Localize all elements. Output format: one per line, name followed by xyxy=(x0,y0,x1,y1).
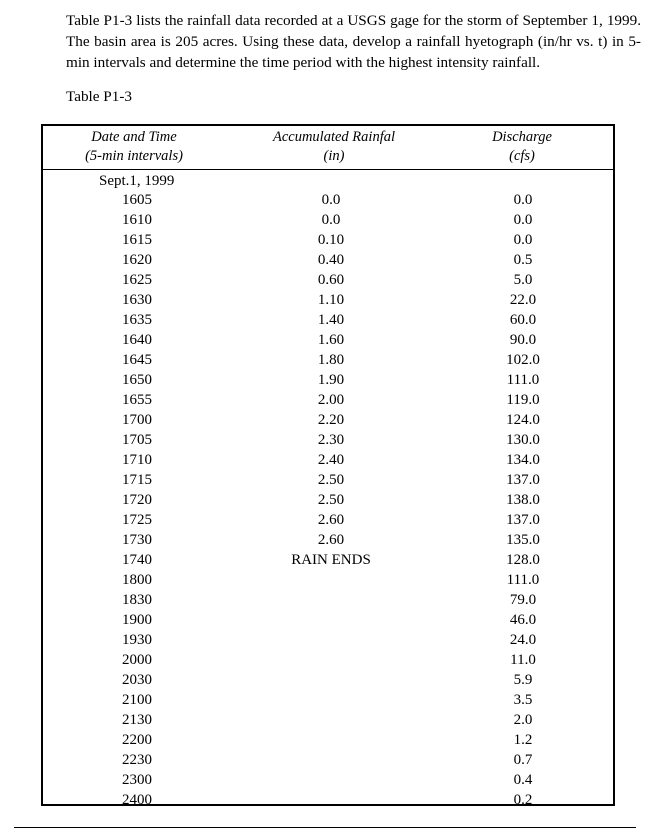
time-cell: 1610 xyxy=(122,212,152,228)
rainfall-cell: 1.90 xyxy=(317,372,345,388)
table-row xyxy=(43,650,613,670)
discharge-cell: 111.0 xyxy=(506,372,540,388)
discharge-cell: 0.5 xyxy=(513,252,533,268)
table-row xyxy=(43,710,613,730)
time-cell: 1605 xyxy=(122,192,152,208)
discharge-cell: 60.0 xyxy=(509,312,537,328)
time-cell: 1740 xyxy=(122,552,152,568)
time-cell: 2400 xyxy=(122,792,152,808)
header-rain-line1: Accumulated Rainfal xyxy=(272,129,395,145)
table-row xyxy=(43,190,613,210)
header-accumulated-rainfall xyxy=(246,128,422,166)
discharge-cell: 124.0 xyxy=(506,412,540,428)
rainfall-cell: 2.40 xyxy=(317,452,345,468)
table-row xyxy=(43,430,613,450)
table-row xyxy=(43,590,613,610)
table-header xyxy=(43,126,613,169)
rainfall-cell: 2.60 xyxy=(317,532,345,548)
discharge-cell: 0.7 xyxy=(513,752,533,768)
time-cell: 1930 xyxy=(122,632,152,648)
header-discharge xyxy=(480,128,564,166)
table-row xyxy=(43,570,613,590)
table-body xyxy=(43,190,613,810)
rainfall-cell: 0.0 xyxy=(321,192,341,208)
table-row xyxy=(43,390,613,410)
discharge-cell: 111.0 xyxy=(506,572,540,588)
rainfall-cell: 2.50 xyxy=(317,472,345,488)
table-row xyxy=(43,350,613,370)
time-cell: 1620 xyxy=(122,252,152,268)
discharge-cell: 2.0 xyxy=(513,712,533,728)
time-cell: 1630 xyxy=(122,292,152,308)
discharge-cell: 0.0 xyxy=(513,232,533,248)
table-row xyxy=(43,290,613,310)
table-caption: Table P1-3 xyxy=(66,88,132,105)
table-row xyxy=(43,330,613,350)
discharge-cell: 134.0 xyxy=(506,452,540,468)
discharge-cell: 130.0 xyxy=(506,432,540,448)
date-label: Sept.1, 1999 xyxy=(99,173,175,189)
table-row xyxy=(43,510,613,530)
time-cell: 1700 xyxy=(122,412,152,428)
time-cell: 1725 xyxy=(122,512,152,528)
header-rain-line2: (in) xyxy=(323,148,345,164)
discharge-cell: 24.0 xyxy=(509,632,537,648)
table-row xyxy=(43,730,613,750)
discharge-cell: 137.0 xyxy=(506,512,540,528)
table-row xyxy=(43,210,613,230)
rainfall-cell: 2.20 xyxy=(317,412,345,428)
discharge-cell: 46.0 xyxy=(509,612,537,628)
table-row xyxy=(43,670,613,690)
header-date-line2: (5-min intervals) xyxy=(85,148,183,164)
time-cell: 1615 xyxy=(122,232,152,248)
table-row xyxy=(43,230,613,250)
discharge-cell: 128.0 xyxy=(506,552,540,568)
rainfall-cell: 1.10 xyxy=(317,292,345,308)
discharge-cell: 22.0 xyxy=(509,292,537,308)
rainfall-cell: 1.40 xyxy=(317,312,345,328)
table-row xyxy=(43,690,613,710)
time-cell: 2230 xyxy=(122,752,152,768)
table-row xyxy=(43,370,613,390)
time-cell: 1800 xyxy=(122,572,152,588)
table-row xyxy=(43,610,613,630)
discharge-cell: 79.0 xyxy=(509,592,537,608)
discharge-cell: 0.0 xyxy=(513,212,533,228)
discharge-cell: 135.0 xyxy=(506,532,540,548)
discharge-cell: 0.0 xyxy=(513,192,533,208)
table-row xyxy=(43,750,613,770)
footer-divider xyxy=(14,827,636,828)
rainfall-cell: 2.00 xyxy=(317,392,345,408)
rainfall-cell: 2.30 xyxy=(317,432,345,448)
time-cell: 1830 xyxy=(122,592,152,608)
table-row xyxy=(43,270,613,290)
time-cell: 1900 xyxy=(122,612,152,628)
table-row xyxy=(43,490,613,510)
discharge-cell: 0.2 xyxy=(513,792,533,808)
rainfall-cell: 1.60 xyxy=(317,332,345,348)
discharge-cell: 5.0 xyxy=(513,272,533,288)
rainfall-cell: 0.0 xyxy=(321,212,341,228)
rainfall-cell: RAIN ENDS xyxy=(291,552,371,568)
header-date-time xyxy=(66,128,202,166)
time-cell: 1705 xyxy=(122,432,152,448)
time-cell: 1720 xyxy=(122,492,152,508)
table-row xyxy=(43,250,613,270)
time-cell: 2100 xyxy=(122,692,152,708)
table-row xyxy=(43,470,613,490)
discharge-cell: 138.0 xyxy=(506,492,540,508)
rainfall-cell: 2.50 xyxy=(317,492,345,508)
time-cell: 1635 xyxy=(122,312,152,328)
header-discharge-line1: Discharge xyxy=(492,129,552,145)
discharge-cell: 137.0 xyxy=(506,472,540,488)
rainfall-cell: 0.40 xyxy=(317,252,345,268)
time-cell: 1655 xyxy=(122,392,152,408)
time-cell: 1650 xyxy=(122,372,152,388)
problem-statement: Table P1-3 lists the rainfall data recorded at a USGS gage for the storm of September 1, 1999. The basin area is 205 acres. Using these data, develop a rainfall hyetograph (in/hr vs. t) in 5-min intervals and determine the time period with the highest intensity rainfall. xyxy=(66,12,641,71)
table-row xyxy=(43,530,613,550)
table-row xyxy=(43,550,613,570)
table-row xyxy=(43,310,613,330)
table-row xyxy=(43,770,613,790)
discharge-cell: 102.0 xyxy=(506,352,540,368)
rainfall-cell: 0.10 xyxy=(317,232,345,248)
discharge-cell: 1.2 xyxy=(513,732,533,748)
time-cell: 1625 xyxy=(122,272,152,288)
discharge-cell: 119.0 xyxy=(506,392,540,408)
header-divider xyxy=(43,169,613,170)
discharge-cell: 5.9 xyxy=(513,672,533,688)
time-cell: 2030 xyxy=(122,672,152,688)
discharge-cell: 90.0 xyxy=(509,332,537,348)
time-cell: 2200 xyxy=(122,732,152,748)
header-discharge-line2: (cfs) xyxy=(509,148,535,164)
time-cell: 1710 xyxy=(122,452,152,468)
time-cell: 2300 xyxy=(122,772,152,788)
table-row xyxy=(43,410,613,430)
rainfall-cell: 1.80 xyxy=(317,352,345,368)
time-cell: 1730 xyxy=(122,532,152,548)
time-cell: 1715 xyxy=(122,472,152,488)
time-cell: 1645 xyxy=(122,352,152,368)
time-cell: 2000 xyxy=(122,652,152,668)
discharge-cell: 11.0 xyxy=(510,652,536,668)
table-row xyxy=(43,450,613,470)
table-row xyxy=(43,630,613,650)
rainfall-cell: 2.60 xyxy=(317,512,345,528)
rainfall-table xyxy=(41,124,615,806)
discharge-cell: 0.4 xyxy=(513,772,533,788)
discharge-cell: 3.5 xyxy=(513,692,533,708)
time-cell: 2130 xyxy=(122,712,152,728)
table-row xyxy=(43,790,613,810)
time-cell: 1640 xyxy=(122,332,152,348)
rainfall-cell: 0.60 xyxy=(317,272,345,288)
header-date-line1: Date and Time xyxy=(91,129,177,145)
